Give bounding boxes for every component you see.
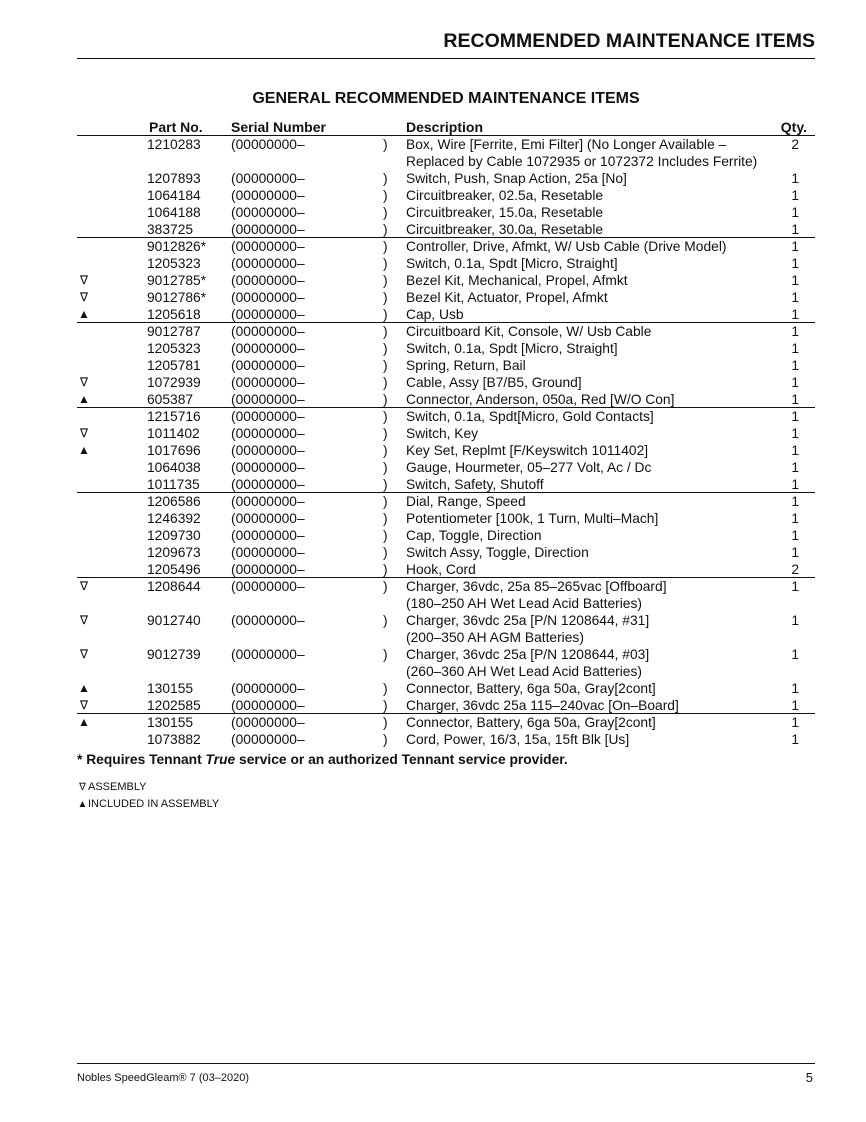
description: Dial, Range, Speed <box>406 494 526 509</box>
description-continued: (260–360 AH Wet Lead Acid Batteries) <box>406 664 642 679</box>
assembly-marker-icon: ∇ <box>79 647 89 661</box>
part-number: 1215716 <box>147 409 201 424</box>
serial-range-close: ) <box>383 375 388 390</box>
description-continued: (200–350 AH AGM Batteries) <box>406 630 584 645</box>
description: Charger, 36vdc, 25a 85–265vac [Offboard] <box>406 579 667 594</box>
footer-document-title: Nobles SpeedGleam® 7 (03–2020) <box>77 1072 249 1084</box>
included-symbol-icon: ▲ <box>77 799 88 810</box>
serial-range-close: ) <box>383 698 388 713</box>
table-row <box>77 289 815 306</box>
description: Charger, 36vdc 25a [P/N 1208644, #31] <box>406 613 650 628</box>
description: Gauge, Hourmeter, 05–277 Volt, Ac / Dc <box>406 460 652 475</box>
part-number: 130155 <box>147 681 194 696</box>
serial-range-close: ) <box>383 511 388 526</box>
table-row <box>77 136 815 170</box>
quantity: 1 <box>791 239 799 254</box>
part-number: 1073882 <box>147 732 201 747</box>
part-number: 1011735 <box>147 477 200 492</box>
footer-divider <box>77 1063 815 1064</box>
serial-number: (00000000– <box>231 443 305 458</box>
description: Switch, Safety, Shutoff <box>406 477 544 492</box>
description: Bezel Kit, Mechanical, Propel, Afmkt <box>406 273 628 288</box>
table-row <box>77 323 815 340</box>
column-header-description: Description <box>406 119 484 135</box>
serial-number: (00000000– <box>231 205 305 220</box>
table-row <box>77 612 815 646</box>
part-number: 1011402 <box>147 426 200 441</box>
serial-range-close: ) <box>383 528 388 543</box>
quantity: 1 <box>791 477 799 492</box>
description: Cap, Usb <box>406 307 464 322</box>
serial-range-close: ) <box>383 290 388 305</box>
footnote-suffix: service or an authorized Tennant service provider. <box>235 752 568 767</box>
part-number: 605387 <box>147 392 194 407</box>
description: Switch, 0.1a, Spdt [Micro, Straight] <box>406 341 618 356</box>
table-row <box>77 425 815 442</box>
part-number: 1205323 <box>147 256 201 271</box>
part-number: 1207893 <box>147 171 201 186</box>
serial-number: (00000000– <box>231 460 305 475</box>
part-number: 383725 <box>147 222 194 237</box>
quantity: 1 <box>791 613 799 628</box>
quantity: 1 <box>791 698 799 713</box>
quantity: 1 <box>791 256 799 271</box>
serial-range-close: ) <box>383 647 388 662</box>
table-row <box>77 374 815 391</box>
part-number: 1205496 <box>147 562 201 577</box>
table-header <box>77 118 815 135</box>
column-header-qty: Qty. <box>780 119 807 135</box>
assembly-marker-icon: ∇ <box>79 613 89 627</box>
serial-number: (00000000– <box>231 681 305 696</box>
quantity: 2 <box>791 137 799 152</box>
footnote-prefix: * Requires Tennant <box>77 752 206 767</box>
part-number: 9012740 <box>147 613 201 628</box>
serial-number: (00000000– <box>231 171 305 186</box>
footnote <box>77 752 568 767</box>
part-number: 1072939 <box>147 375 201 390</box>
quantity: 1 <box>791 341 799 356</box>
serial-number: (00000000– <box>231 188 305 203</box>
serial-range-close: ) <box>383 205 388 220</box>
part-number: 1205323 <box>147 341 201 356</box>
parts-table <box>77 136 815 748</box>
serial-range-close: ) <box>383 256 388 271</box>
part-number: 1202585 <box>147 698 201 713</box>
quantity: 1 <box>791 511 799 526</box>
serial-number: (00000000– <box>231 239 305 254</box>
part-number: 1210283 <box>147 137 201 152</box>
legend-included <box>77 798 219 810</box>
table-row <box>77 187 815 204</box>
quantity: 1 <box>791 358 799 373</box>
serial-range-close: ) <box>383 477 388 492</box>
quantity: 1 <box>791 188 799 203</box>
serial-range-close: ) <box>383 358 388 373</box>
assembly-marker-icon: ∇ <box>79 273 89 287</box>
part-number: 1246392 <box>147 511 201 526</box>
legend-assembly <box>77 781 147 793</box>
serial-range-close: ) <box>383 341 388 356</box>
part-number: 1209673 <box>147 545 201 560</box>
serial-number: (00000000– <box>231 409 305 424</box>
serial-number: (00000000– <box>231 477 305 492</box>
assembly-marker-icon: ∇ <box>79 290 89 304</box>
quantity: 1 <box>791 579 799 594</box>
serial-number: (00000000– <box>231 545 305 560</box>
quantity: 1 <box>791 545 799 560</box>
quantity: 1 <box>791 307 799 322</box>
quantity: 1 <box>791 443 799 458</box>
part-number: 1208644 <box>147 579 201 594</box>
description: Switch, Push, Snap Action, 25a [No] <box>406 171 627 186</box>
assembly-marker-icon: ▲ <box>78 681 90 695</box>
quantity: 1 <box>791 732 799 747</box>
table-row <box>77 272 815 289</box>
table-row <box>77 340 815 357</box>
serial-range-close: ) <box>383 545 388 560</box>
table-row <box>77 527 815 544</box>
assembly-marker-icon: ∇ <box>79 426 89 440</box>
serial-number: (00000000– <box>231 511 305 526</box>
table-row <box>77 391 815 408</box>
serial-range-close: ) <box>383 409 388 424</box>
quantity: 1 <box>791 205 799 220</box>
serial-number: (00000000– <box>231 579 305 594</box>
quantity: 1 <box>791 681 799 696</box>
part-number: 9012787 <box>147 324 201 339</box>
description: Switch, Key <box>406 426 479 441</box>
serial-range-close: ) <box>383 137 388 152</box>
assembly-marker-icon: ∇ <box>79 579 89 593</box>
table-row <box>77 357 815 374</box>
part-number: 9012739 <box>147 647 201 662</box>
assembly-marker-icon: ∇ <box>79 698 89 712</box>
serial-number: (00000000– <box>231 256 305 271</box>
description: Cable, Assy [B7/B5, Ground] <box>406 375 582 390</box>
table-row <box>77 646 815 680</box>
part-number: 130155 <box>147 715 194 730</box>
serial-number: (00000000– <box>231 222 305 237</box>
serial-range-close: ) <box>383 222 388 237</box>
serial-number: (00000000– <box>231 698 305 713</box>
serial-range-close: ) <box>383 732 388 747</box>
description: Switch, 0.1a, Spdt[Micro, Gold Contacts] <box>406 409 654 424</box>
serial-range-close: ) <box>383 494 388 509</box>
quantity: 1 <box>791 273 799 288</box>
serial-number: (00000000– <box>231 273 305 288</box>
page-number: 5 <box>805 1070 813 1085</box>
quantity: 1 <box>791 375 799 390</box>
assembly-marker-icon: ▲ <box>78 715 90 729</box>
description: Cap, Toggle, Direction <box>406 528 542 543</box>
description: Key Set, Replmt [F/Keyswitch 1011402] <box>406 443 649 458</box>
serial-range-close: ) <box>383 681 388 696</box>
legend-label: ASSEMBLY <box>88 781 147 793</box>
serial-range-close: ) <box>383 579 388 594</box>
assembly-symbol-icon: ∇ <box>79 782 86 793</box>
description: Charger, 36vdc 25a 115–240vac [On–Board] <box>406 698 679 713</box>
description: Circuitboard Kit, Console, W/ Usb Cable <box>406 324 652 339</box>
description: Controller, Drive, Afmkt, W/ Usb Cable (Drive Model) <box>406 239 727 254</box>
description: Switch Assy, Toggle, Direction <box>406 545 589 560</box>
table-row <box>77 476 815 493</box>
part-number: 9012785* <box>147 273 207 288</box>
part-number: 9012786* <box>147 290 207 305</box>
part-number: 1205781 <box>147 358 201 373</box>
quantity: 1 <box>791 647 799 662</box>
serial-number: (00000000– <box>231 341 305 356</box>
description: Circuitbreaker, 30.0a, Resetable <box>406 222 604 237</box>
serial-range-close: ) <box>383 188 388 203</box>
serial-range-close: ) <box>383 239 388 254</box>
description: Box, Wire [Ferrite, Emi Filter] (No Longer Available – <box>406 137 727 152</box>
serial-range-close: ) <box>383 324 388 339</box>
table-row <box>77 714 815 731</box>
serial-range-close: ) <box>383 307 388 322</box>
table-row <box>77 510 815 527</box>
serial-range-close: ) <box>383 613 388 628</box>
header-divider <box>77 58 815 59</box>
serial-number: (00000000– <box>231 392 305 407</box>
description: Connector, Anderson, 050a, Red [W/O Con] <box>406 392 675 407</box>
serial-number: (00000000– <box>231 647 305 662</box>
description: Circuitbreaker, 02.5a, Resetable <box>406 188 604 203</box>
quantity: 1 <box>791 392 799 407</box>
part-number: 1205618 <box>147 307 201 322</box>
description: Hook, Cord <box>406 562 476 577</box>
serial-range-close: ) <box>383 460 388 475</box>
assembly-marker-icon: ∇ <box>79 375 89 389</box>
quantity: 1 <box>791 426 799 441</box>
table-row <box>77 697 815 714</box>
serial-range-close: ) <box>383 426 388 441</box>
serial-number: (00000000– <box>231 307 305 322</box>
part-number: 1209730 <box>147 528 201 543</box>
quantity: 1 <box>791 494 799 509</box>
description-continued: (180–250 AH Wet Lead Acid Batteries) <box>406 596 642 611</box>
description: Switch, 0.1a, Spdt [Micro, Straight] <box>406 256 618 271</box>
quantity: 1 <box>791 171 799 186</box>
part-number: 1064184 <box>147 188 201 203</box>
serial-number: (00000000– <box>231 358 305 373</box>
serial-number: (00000000– <box>231 426 305 441</box>
table-row <box>77 442 815 459</box>
description: Bezel Kit, Actuator, Propel, Afmkt <box>406 290 608 305</box>
description: Potentiometer [100k, 1 Turn, Multi–Mach] <box>406 511 659 526</box>
table-row <box>77 221 815 238</box>
serial-number: (00000000– <box>231 732 305 747</box>
column-header-part-no: Part No. <box>149 119 203 135</box>
description-continued: Replaced by Cable 1072935 or 1072372 Includes Ferrite) <box>406 154 758 169</box>
part-number: 1064188 <box>147 205 201 220</box>
table-row <box>77 731 815 748</box>
serial-range-close: ) <box>383 171 388 186</box>
serial-range-close: ) <box>383 273 388 288</box>
part-number: 1064038 <box>147 460 201 475</box>
part-number: 1017696 <box>147 443 201 458</box>
table-row <box>77 544 815 561</box>
serial-range-close: ) <box>383 392 388 407</box>
quantity: 1 <box>791 409 799 424</box>
serial-number: (00000000– <box>231 494 305 509</box>
serial-number: (00000000– <box>231 324 305 339</box>
serial-range-close: ) <box>383 715 388 730</box>
part-number: 9012826* <box>147 239 207 254</box>
table-row <box>77 493 815 510</box>
description: Circuitbreaker, 15.0a, Resetable <box>406 205 604 220</box>
part-number: 1206586 <box>147 494 201 509</box>
description: Cord, Power, 16/3, 15a, 15ft Blk [Us] <box>406 732 630 747</box>
serial-number: (00000000– <box>231 528 305 543</box>
legend-label: INCLUDED IN ASSEMBLY <box>88 798 220 810</box>
table-row <box>77 408 815 425</box>
table-row <box>77 680 815 697</box>
assembly-marker-icon: ▲ <box>78 307 90 321</box>
description: Connector, Battery, 6ga 50a, Gray[2cont] <box>406 715 656 730</box>
serial-number: (00000000– <box>231 137 305 152</box>
table-row <box>77 204 815 221</box>
serial-range-close: ) <box>383 562 388 577</box>
serial-number: (00000000– <box>231 290 305 305</box>
serial-number: (00000000– <box>231 375 305 390</box>
serial-number: (00000000– <box>231 613 305 628</box>
assembly-marker-icon: ▲ <box>78 443 90 457</box>
serial-range-close: ) <box>383 443 388 458</box>
quantity: 1 <box>791 290 799 305</box>
table-row <box>77 578 815 612</box>
column-header-serial: Serial Number <box>231 119 326 135</box>
table-row <box>77 238 815 255</box>
quantity: 1 <box>791 460 799 475</box>
description: Spring, Return, Bail <box>406 358 526 373</box>
serial-number: (00000000– <box>231 562 305 577</box>
table-row <box>77 255 815 272</box>
quantity: 1 <box>791 715 799 730</box>
serial-number: (00000000– <box>231 715 305 730</box>
description: Connector, Battery, 6ga 50a, Gray[2cont] <box>406 681 656 696</box>
quantity: 2 <box>791 562 799 577</box>
table-row <box>77 170 815 187</box>
table-row <box>77 306 815 323</box>
table-row <box>77 561 815 578</box>
footnote-emphasis: True <box>205 752 236 767</box>
page-header-title: RECOMMENDED MAINTENANCE ITEMS <box>443 30 815 52</box>
description: Charger, 36vdc 25a [P/N 1208644, #03] <box>406 647 650 662</box>
section-title: GENERAL RECOMMENDED MAINTENANCE ITEMS <box>252 90 640 107</box>
quantity: 1 <box>791 324 799 339</box>
table-row <box>77 459 815 476</box>
quantity: 1 <box>791 528 799 543</box>
assembly-marker-icon: ▲ <box>78 392 90 406</box>
quantity: 1 <box>791 222 799 237</box>
